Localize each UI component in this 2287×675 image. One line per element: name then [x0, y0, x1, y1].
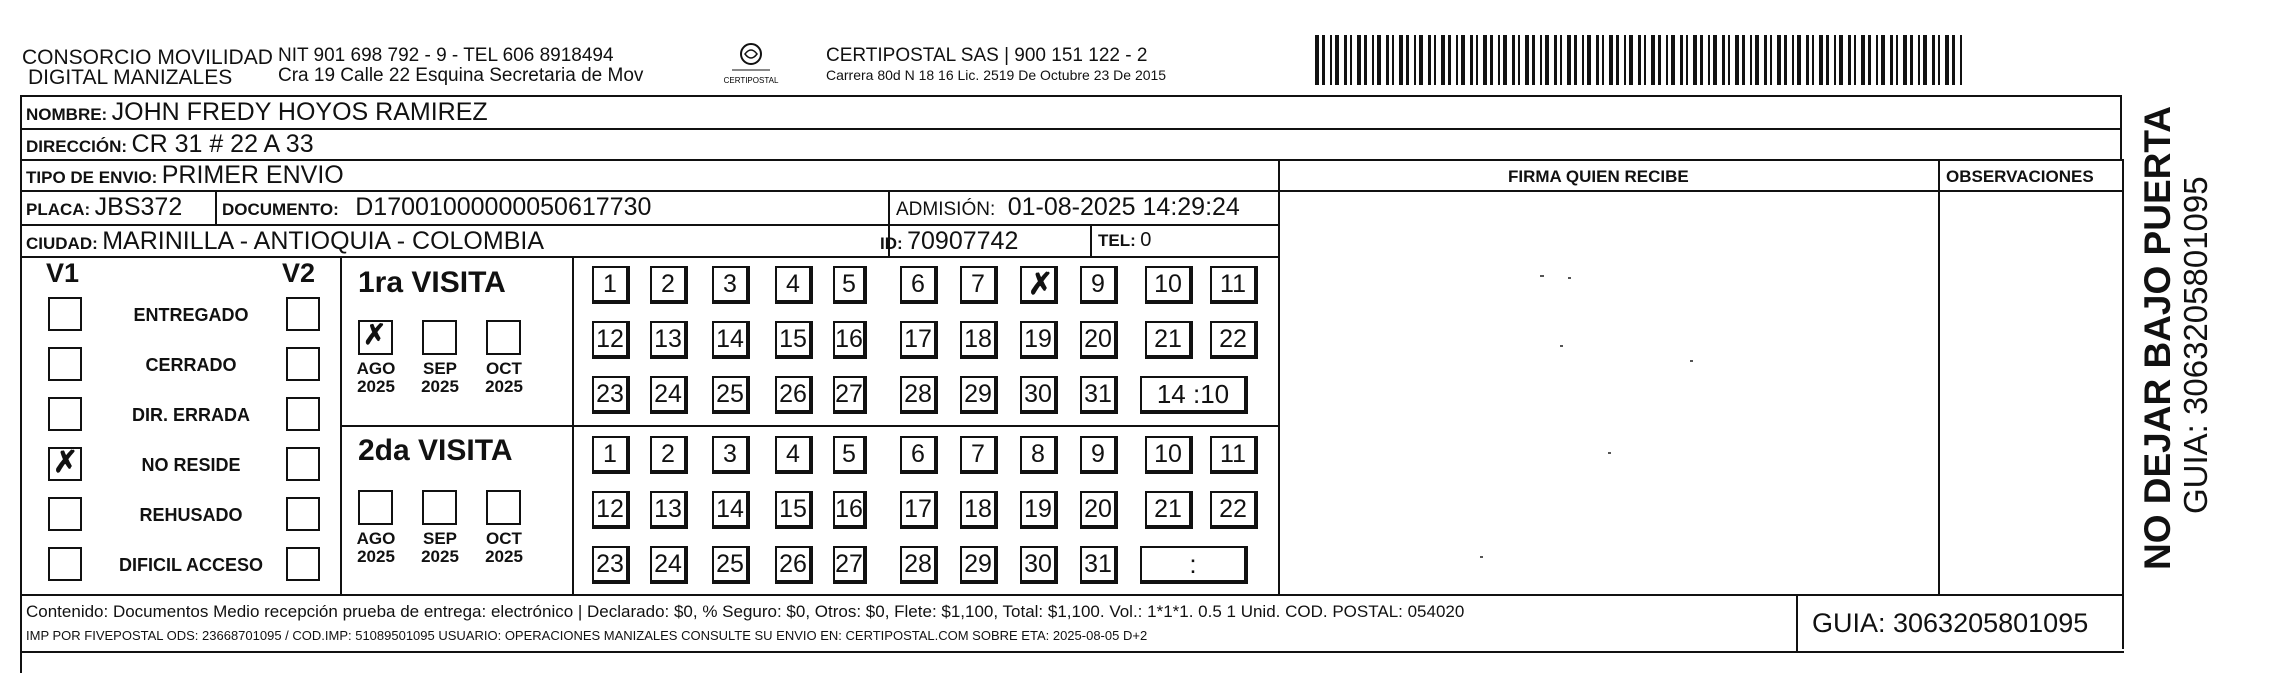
barcode-bar: [1666, 35, 1668, 85]
day-box-27[interactable]: 27: [833, 376, 867, 414]
observaciones-label: OBSERVACIONES: [1946, 167, 2094, 186]
barcode-bar: [1854, 35, 1856, 85]
day-box-10[interactable]: 10: [1145, 436, 1193, 474]
ciudad-row: [26, 227, 544, 256]
barcode-bar: [1708, 35, 1710, 85]
barcode-bar: [1945, 35, 1949, 85]
month-label: OCT: [486, 529, 522, 548]
barcode-bar: [1512, 35, 1515, 85]
day-box-4[interactable]: 4: [775, 436, 813, 474]
ciudad-value: MARINILLA - ANTIOQUIA - COLOMBIA: [102, 227, 544, 255]
barcode-bar: [1881, 35, 1885, 85]
tipo-envio-label: TIPO DE ENVIO:: [26, 168, 158, 187]
barcode-bar: [1742, 35, 1745, 85]
day-box-27[interactable]: 27: [833, 546, 867, 584]
barcode-bar: [1812, 35, 1814, 85]
barcode-bar: [1406, 35, 1409, 85]
day-box-3[interactable]: 3: [712, 436, 750, 474]
barcode-bar: [1498, 35, 1500, 85]
day-box-4[interactable]: 4: [775, 266, 813, 304]
day-box-10[interactable]: 10: [1145, 266, 1193, 304]
barcode-bar: [1602, 35, 1604, 85]
v1-checkbox[interactable]: [48, 397, 82, 431]
day-box-23[interactable]: 23: [592, 546, 630, 584]
tel-label: TEL:: [1098, 231, 1136, 250]
id-label: ID:: [880, 234, 903, 253]
day-box-7[interactable]: 7: [960, 266, 998, 304]
day-box-22[interactable]: 22: [1210, 491, 1258, 529]
barcode-bar: [1819, 35, 1823, 85]
day-box-12[interactable]: 12: [592, 491, 630, 529]
barcode-bar: [1839, 35, 1843, 85]
day-box-30[interactable]: 30: [1020, 376, 1058, 414]
day-box-23[interactable]: 23: [592, 376, 630, 414]
barcode-bar: [1350, 35, 1352, 85]
barcode-bar: [1532, 35, 1535, 85]
barcode-bar: [1777, 35, 1781, 85]
barcode: [1315, 35, 1965, 85]
month-checkbox-ago[interactable]: [358, 490, 393, 525]
status-label: DIR. ERRADA: [131, 405, 250, 425]
second-visit-label: 2da VISITA: [358, 434, 513, 467]
barcode-bar: [1448, 35, 1451, 85]
day-box-29[interactable]: 29: [960, 546, 998, 584]
day-box-14[interactable]: 14: [712, 491, 750, 529]
month-label: SEP: [422, 529, 458, 548]
side-warning: NO DEJAR BAJO PUERTA: [2137, 106, 2178, 570]
barcode-bar: [1932, 35, 1935, 85]
time-box[interactable]: 14 :10: [1140, 376, 1248, 414]
barcode-bar: [1680, 35, 1683, 85]
barcode-bar: [1792, 35, 1794, 85]
first-visit-label: 1ra VISITA: [358, 266, 506, 299]
day-box-12[interactable]: 12: [592, 321, 630, 359]
barcode-bar: [1545, 35, 1549, 85]
barcode-bar: [1490, 35, 1493, 85]
time-box[interactable]: :: [1140, 546, 1248, 584]
day-box-8[interactable]: 8: [1020, 436, 1058, 474]
barcode-bar: [1826, 35, 1829, 85]
day-box-16[interactable]: 16: [833, 321, 867, 359]
v2-checkbox[interactable]: [286, 547, 320, 581]
check-mark-icon: ✗: [1028, 268, 1054, 301]
barcode-bar: [1344, 35, 1347, 85]
day-box-2[interactable]: 2: [650, 436, 688, 474]
barcode-bar: [1624, 35, 1626, 85]
day-box-8[interactable]: [1020, 266, 1058, 304]
barcode-bar: [1797, 35, 1801, 85]
barcode-bar: [1890, 35, 1893, 85]
barcode-bar: [1868, 35, 1871, 85]
day-box-13[interactable]: 13: [650, 491, 688, 529]
day-box-5[interactable]: 5: [833, 436, 867, 474]
barcode-bar: [1644, 35, 1646, 85]
day-box-26[interactable]: 26: [775, 546, 813, 584]
month-label: AGO: [356, 529, 396, 548]
footer-line1: Contenido: Documentos Medio recepción prueba de entrega: electrónico | Declarado: $0, % Seguro: $0, Otros: $0, Flete: $1,100, Total: $1,100. Vol.: 1*1*1. 0.5 1 Unid. COD. POSTAL: 054020: [26, 602, 1465, 621]
barcode-bar: [1784, 35, 1787, 85]
barcode-bar: [1616, 35, 1619, 85]
barcode-bar: [1764, 35, 1767, 85]
barcode-bar: [1686, 35, 1688, 85]
barcode-bar: [1357, 35, 1361, 85]
barcode-bar: [1923, 35, 1927, 85]
day-box-15[interactable]: 15: [775, 321, 813, 359]
guia-box: GUIA: 3063205801095: [1812, 608, 2089, 638]
side-guia: GUIA: 3063205801095: [2177, 176, 2214, 514]
status-label: NO RESIDE: [141, 455, 241, 475]
barcode-bar: [1518, 35, 1520, 85]
admision-label: ADMISIÓN:: [896, 199, 996, 220]
status-label: CERRADO: [145, 355, 237, 375]
barcode-bar: [1414, 35, 1416, 85]
day-box-20[interactable]: 20: [1080, 321, 1118, 359]
day-box-22[interactable]: 22: [1210, 321, 1258, 359]
id-row: [880, 227, 1018, 256]
barcode-bar: [1876, 35, 1878, 85]
day-box-26[interactable]: 26: [775, 376, 813, 414]
day-box-21[interactable]: 21: [1145, 321, 1193, 359]
day-box-17[interactable]: 17: [900, 321, 938, 359]
day-box-19[interactable]: 19: [1020, 321, 1058, 359]
nombre-value: JOHN FREDY HOYOS RAMIREZ: [111, 98, 488, 126]
admision-value: 01-08-2025 14:29:24: [1007, 193, 1240, 221]
courier-line1: CERTIPOSTAL SAS | 900 151 122 - 2: [826, 45, 1148, 66]
certipostal-logo: [722, 40, 780, 88]
v1-checkbox[interactable]: [48, 347, 82, 381]
day-box-5[interactable]: 5: [833, 266, 867, 304]
barcode-bar: [1315, 35, 1319, 85]
barcode-bar: [1399, 35, 1403, 85]
day-box-28[interactable]: 28: [900, 546, 938, 584]
barcode-bar: [1434, 35, 1436, 85]
v2-checkbox[interactable]: [286, 447, 320, 481]
direccion-value: CR 31 # 22 A 33: [131, 130, 314, 158]
barcode-bar: [1560, 35, 1562, 85]
v1-checkbox[interactable]: [48, 547, 82, 581]
barcode-bar: [1330, 35, 1332, 85]
firma-label: FIRMA QUIEN RECIBE: [1508, 167, 1689, 186]
day-box-6[interactable]: 6: [900, 436, 938, 474]
barcode-bar: [1596, 35, 1599, 85]
barcode-bar: [1456, 35, 1458, 85]
barcode-bar: [1735, 35, 1739, 85]
barcode-bar: [1476, 35, 1478, 85]
year-label: 2025: [485, 377, 523, 396]
barcode-bar: [1834, 35, 1836, 85]
month-checkbox-sep[interactable]: [422, 320, 457, 355]
documento-row: [222, 193, 651, 222]
status-label: ENTREGADO: [133, 305, 249, 325]
v2-label: V2: [282, 258, 316, 288]
documento-value: D17001000000050617730: [355, 193, 652, 221]
year-label: 2025: [485, 547, 523, 566]
day-box-31[interactable]: 31: [1080, 376, 1118, 414]
day-box-16[interactable]: 16: [833, 491, 867, 529]
direccion-row: [26, 130, 314, 159]
barcode-bar: [1910, 35, 1913, 85]
day-box-9[interactable]: 9: [1080, 266, 1118, 304]
day-box-25[interactable]: 25: [712, 546, 750, 584]
admision-row: [896, 193, 1240, 222]
tel-value: 0: [1140, 229, 1152, 251]
barcode-bar: [1587, 35, 1591, 85]
day-box-20[interactable]: 20: [1080, 491, 1118, 529]
day-box-21[interactable]: 21: [1145, 491, 1193, 529]
month-label: AGO: [356, 359, 396, 378]
barcode-bar: [1372, 35, 1374, 85]
ciudad-label: CIUDAD:: [26, 234, 98, 253]
barcode-bar: [1938, 35, 1940, 85]
barcode-bar: [1567, 35, 1571, 85]
day-box-17[interactable]: 17: [900, 491, 938, 529]
v1-checkbox[interactable]: [48, 447, 82, 481]
barcode-bar: [1377, 35, 1381, 85]
day-box-9[interactable]: 9: [1080, 436, 1118, 474]
barcode-bar: [1651, 35, 1655, 85]
barcode-bar: [1960, 35, 1962, 85]
day-box-24[interactable]: 24: [650, 376, 688, 414]
day-box-31[interactable]: 31: [1080, 546, 1118, 584]
month-label: OCT: [486, 359, 522, 378]
barcode-bar: [1470, 35, 1473, 85]
barcode-bar: [1848, 35, 1851, 85]
barcode-bar: [1441, 35, 1445, 85]
barcode-bar: [1755, 35, 1759, 85]
barcode-bar: [1574, 35, 1577, 85]
barcode-bar: [1638, 35, 1641, 85]
tipo-envio-value: PRIMER ENVIO: [161, 161, 344, 189]
day-box-6[interactable]: 6: [900, 266, 938, 304]
month-checkbox-ago[interactable]: [358, 320, 393, 355]
v2-checkbox[interactable]: [286, 297, 320, 331]
barcode-bar: [1671, 35, 1675, 85]
barcode-bar: [1896, 35, 1898, 85]
barcode-bar: [1322, 35, 1325, 85]
v2-checkbox[interactable]: [286, 497, 320, 531]
v2-checkbox[interactable]: [286, 397, 320, 431]
day-box-29[interactable]: 29: [960, 376, 998, 414]
day-box-24[interactable]: 24: [650, 546, 688, 584]
day-box-1[interactable]: 1: [592, 436, 630, 474]
barcode-bar: [1503, 35, 1507, 85]
v1-checkbox[interactable]: [48, 297, 82, 331]
barcode-bar: [1392, 35, 1394, 85]
month-checkbox-oct[interactable]: [486, 320, 521, 355]
day-box-11[interactable]: 11: [1210, 266, 1258, 304]
day-box-28[interactable]: 28: [900, 376, 938, 414]
barcode-bar: [1861, 35, 1865, 85]
v1-label: V1: [46, 258, 80, 288]
barcode-bar: [1728, 35, 1730, 85]
id-value: 70907742: [907, 227, 1019, 255]
tipo-envio-row: [26, 161, 344, 190]
barcode-bar: [1364, 35, 1367, 85]
courier-line2: Carrera 80d N 18 16 Lic. 2519 De Octubre 23 De 2015: [826, 67, 1167, 83]
barcode-bar: [1700, 35, 1703, 85]
day-box-15[interactable]: 15: [775, 491, 813, 529]
year-label: 2025: [421, 547, 459, 566]
day-box-30[interactable]: 30: [1020, 546, 1058, 584]
barcode-bar: [1428, 35, 1431, 85]
status-label: DIFICIL ACCESO: [118, 555, 263, 575]
month-checkbox-sep[interactable]: [422, 490, 457, 525]
day-box-11[interactable]: 11: [1210, 436, 1258, 474]
year-label: 2025: [357, 377, 395, 396]
tel-row: [1098, 229, 1151, 252]
month-label: SEP: [422, 359, 458, 378]
barcode-bar: [1693, 35, 1697, 85]
barcode-bar: [1629, 35, 1633, 85]
footer-line2: IMP POR FIVEPOSTAL ODS: 23668701095 / COD.IMP: 51089501095 USUARIO: OPERACIONES MANIZALES CONSULTE SU ENVIO EN: CERTIPOSTAL.COM SOBRE ETA: 2025-08-05 D+2: [26, 628, 1148, 643]
day-box-19[interactable]: 19: [1020, 491, 1058, 529]
logo-text: CERTIPOSTAL: [723, 76, 779, 85]
barcode-bar: [1658, 35, 1661, 85]
barcode-bar: [1903, 35, 1907, 85]
day-box-3[interactable]: 3: [712, 266, 750, 304]
barcode-bar: [1582, 35, 1584, 85]
day-box-18[interactable]: 18: [960, 321, 998, 359]
year-label: 2025: [357, 547, 395, 566]
day-box-14[interactable]: 14: [712, 321, 750, 359]
placa-label: PLACA:: [26, 200, 91, 219]
day-box-7[interactable]: 7: [960, 436, 998, 474]
barcode-bar: [1335, 35, 1339, 85]
placa-row: [26, 193, 182, 222]
day-box-1[interactable]: 1: [592, 266, 630, 304]
barcode-bar: [1713, 35, 1717, 85]
check-mark-icon: ✗: [53, 446, 79, 479]
day-box-13[interactable]: 13: [650, 321, 688, 359]
year-label: 2025: [421, 377, 459, 396]
nit-line: NIT 901 698 792 - 9 - TEL 606 8918494: [278, 45, 614, 66]
day-box-2[interactable]: 2: [650, 266, 688, 304]
barcode-bar: [1554, 35, 1557, 85]
company-name-line2: DIGITAL MANIZALES: [28, 66, 233, 89]
documento-label: DOCUMENTO:: [222, 200, 339, 219]
barcode-bar: [1525, 35, 1529, 85]
nombre-label: NOMBRE:: [26, 105, 108, 124]
status-label: REHUSADO: [139, 505, 243, 525]
day-box-18[interactable]: 18: [960, 491, 998, 529]
v1-checkbox[interactable]: [48, 497, 82, 531]
barcode-bar: [1918, 35, 1920, 85]
nombre-row: [26, 98, 488, 127]
barcode-bar: [1952, 35, 1955, 85]
v2-checkbox[interactable]: [286, 347, 320, 381]
check-mark-icon: ✗: [363, 319, 387, 350]
barcode-bar: [1609, 35, 1613, 85]
barcode-bar: [1419, 35, 1423, 85]
barcode-bar: [1806, 35, 1809, 85]
barcode-bar: [1461, 35, 1465, 85]
barcode-bar: [1483, 35, 1487, 85]
barcode-bar: [1770, 35, 1772, 85]
barcode-bar: [1722, 35, 1725, 85]
address-line: Cra 19 Calle 22 Esquina Secretaria de Mov: [278, 65, 644, 86]
placa-value: JBS372: [94, 193, 183, 221]
barcode-bar: [1540, 35, 1542, 85]
barcode-bar: [1750, 35, 1752, 85]
day-box-25[interactable]: 25: [712, 376, 750, 414]
barcode-bar: [1386, 35, 1389, 85]
month-checkbox-oct[interactable]: [486, 490, 521, 525]
direccion-label: DIRECCIÓN:: [26, 137, 128, 156]
company-name-line1: CONSORCIO MOVILIDAD: [22, 46, 273, 69]
